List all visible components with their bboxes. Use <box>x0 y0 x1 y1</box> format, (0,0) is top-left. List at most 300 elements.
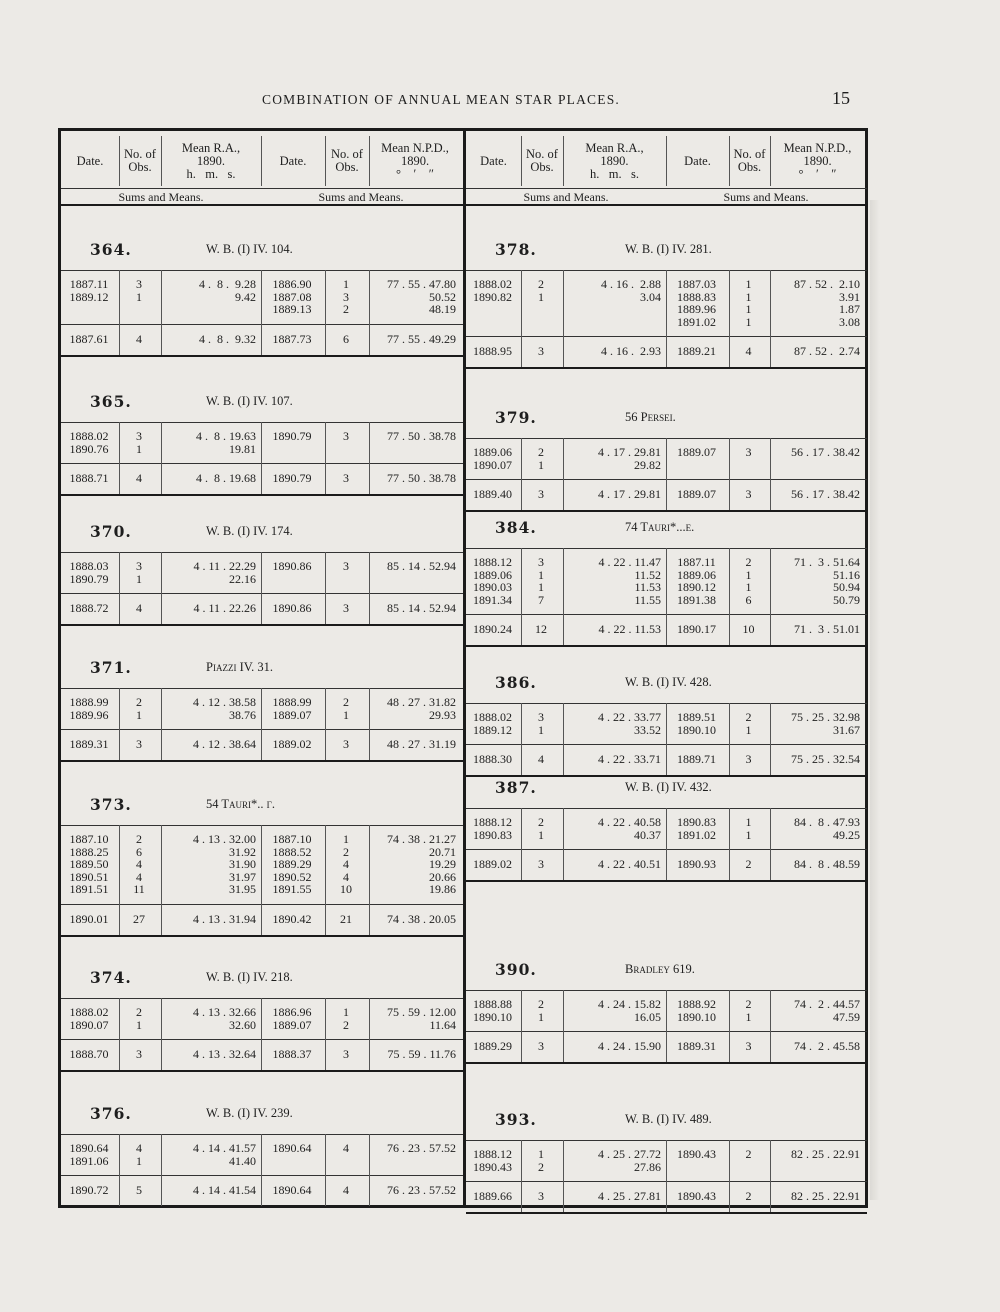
column-rule <box>369 552 370 624</box>
right-mean-obs: 3 <box>538 487 544 501</box>
column-rule <box>521 548 522 645</box>
left-hdr-vline <box>161 136 162 186</box>
left-mean-obs: 4 <box>136 601 142 615</box>
left-obs-date2: 1890.79 <box>272 429 312 443</box>
right-mean-npd: 82 . 25 . 22.91 <box>791 1189 860 1203</box>
star-number: 370. <box>90 522 132 541</box>
right-hdr-mean-ra: Mean R.A., 1890. h. m. s. <box>585 140 644 181</box>
left-mean-date: 1889.31 <box>69 737 109 751</box>
right-hdr-vline <box>729 136 730 186</box>
left-mean-npd: 75 . 59 . 11.76 <box>387 1047 456 1061</box>
star-number: 379. <box>495 408 537 427</box>
right-obs-ra: 4 . 22 . 33.77 33.52 <box>598 710 661 737</box>
column-rule <box>770 548 771 645</box>
column-rule <box>563 703 564 775</box>
star-end-rule <box>466 880 867 882</box>
left-mean-obs: 3 <box>136 737 142 751</box>
right-hdr-obs-2: No. of Obs. <box>733 147 766 174</box>
right-mean-obs2: 10 <box>742 622 755 636</box>
left-obs-npd: 85 . 14 . 52.94 <box>387 559 456 573</box>
column-rule <box>563 270 564 367</box>
right-obs-npd: 75 . 25 . 32.98 31.67 <box>791 710 860 737</box>
column-rule <box>119 270 120 355</box>
left-mean-npd: 77 . 50 . 38.78 <box>387 471 456 485</box>
column-rule <box>563 990 564 1062</box>
right-obs-date: 1889.06 1890.07 <box>473 445 512 472</box>
left-obs-obs2: 4 <box>343 1141 349 1155</box>
column-rule <box>666 990 667 1062</box>
right-mean-date2: 1890.93 <box>677 857 716 871</box>
star-end-rule <box>466 367 867 369</box>
right-obs-ra: 4 . 25 . 27.72 27.86 <box>598 1147 661 1174</box>
left-mean-ra: 4 . 14 . 41.54 <box>193 1183 256 1197</box>
left-obs-date: 1888.02 1890.76 <box>69 429 109 456</box>
star-end-rule <box>466 645 867 647</box>
right-obs-obs2: 2 1 1 6 <box>745 555 752 607</box>
page-edge-shadow <box>870 200 880 1200</box>
right-mean-ra: 4 . 22 . 11.53 <box>598 622 661 636</box>
star-table-top-rule <box>61 688 463 689</box>
right-obs-ra: 4 . 24 . 15.82 16.05 <box>598 997 661 1024</box>
column-rule <box>770 1140 771 1212</box>
star-table-top-rule <box>61 422 463 423</box>
column-rule <box>325 552 326 624</box>
right-obs-obs2: 2 1 <box>745 710 752 737</box>
column-rule <box>325 688 326 760</box>
right-obs-npd: 87 . 52 . 2.10 3.91 1.87 3.08 <box>794 277 860 329</box>
column-rule <box>119 552 120 624</box>
left-obs-date2: 1890.64 <box>272 1141 312 1155</box>
column-rule <box>261 422 262 494</box>
left-obs-obs2: 1 3 2 <box>343 277 349 316</box>
left-mean-ra: 4 . 12 . 38.64 <box>193 737 256 751</box>
right-hdr-date: Date. <box>480 153 507 168</box>
column-rule <box>521 703 522 775</box>
column-rule <box>119 1134 120 1206</box>
left-hdr-obs: No. of Obs. <box>124 147 156 174</box>
left-obs-date2: 1886.96 1889.07 <box>272 1005 312 1032</box>
column-rule <box>325 998 326 1070</box>
star-designation: W. B. (I) IV. 107. <box>206 394 293 408</box>
left-mean-date: 1887.61 <box>69 331 109 346</box>
left-mean-obs2: 21 <box>340 911 352 926</box>
column-rule <box>729 548 730 645</box>
right-mean-ra: 4 . 25 . 27.81 <box>598 1189 661 1203</box>
right-mean-ra: 4 . 16 . 2.93 <box>601 344 661 358</box>
right-mean-date2: 1890.17 <box>677 622 716 636</box>
left-hdr-vline <box>261 136 262 186</box>
left-hdr-date-2: Date. <box>279 153 307 168</box>
left-obs-obs: 4 1 <box>136 1141 142 1168</box>
column-rule <box>161 998 162 1070</box>
right-mean-date: 1889.29 <box>473 1039 512 1053</box>
right-obs-date2: 1890.83 1891.02 <box>677 815 716 842</box>
star-table-top-rule <box>61 552 463 553</box>
left-hdr-vline <box>119 136 120 186</box>
star-designation: 74 Tauri*...ε. <box>625 520 695 534</box>
column-rule <box>521 990 522 1062</box>
star-end-rule <box>466 1212 867 1214</box>
right-obs-obs2: 3 <box>745 445 752 459</box>
star-number: 376. <box>90 1104 132 1123</box>
column-rule <box>563 438 564 510</box>
right-obs-obs2: 1 1 1 1 <box>745 277 752 329</box>
star-end-rule <box>61 494 463 496</box>
right-obs-date: 1888.02 1890.82 <box>473 277 512 304</box>
left-mean-npd: 77 . 55 . 49.29 <box>387 331 456 346</box>
star-end-rule <box>61 624 463 626</box>
right-obs-obs2: 1 1 <box>745 815 752 842</box>
mean-separator-rule <box>61 1175 463 1176</box>
right-sums-label: Sums and Means. <box>523 190 609 204</box>
left-mean-date: 1888.71 <box>69 471 109 485</box>
left-mean-npd: 76 . 23 . 57.52 <box>387 1183 456 1197</box>
left-obs-npd: 76 . 23 . 57.52 <box>387 1141 456 1155</box>
left-mean-date2: 1890.42 <box>272 911 312 926</box>
star-designation: W. B. (I) IV. 104. <box>206 242 293 256</box>
column-rule <box>770 808 771 880</box>
left-obs-npd: 77 . 50 . 38.78 <box>387 429 456 443</box>
left-obs-obs: 2 1 <box>136 695 142 722</box>
right-mean-obs: 3 <box>538 857 544 871</box>
left-mean-date2: 1888.37 <box>272 1047 312 1061</box>
left-mean-obs: 4 <box>136 471 142 485</box>
column-rule <box>521 808 522 880</box>
right-mean-obs2: 2 <box>745 857 752 871</box>
left-mean-ra: 4 . 13 . 31.94 <box>193 911 256 926</box>
column-rule <box>369 270 370 355</box>
column-rule <box>729 438 730 510</box>
star-end-rule <box>466 1062 867 1064</box>
right-obs-obs2: 2 1 <box>745 997 752 1024</box>
left-obs-date: 1890.64 1891.06 <box>69 1141 109 1168</box>
right-mean-ra: 4 . 22 . 40.51 <box>598 857 661 871</box>
left-obs-npd: 75 . 59 . 12.00 11.64 <box>387 1005 456 1032</box>
left-mean-obs2: 6 <box>343 331 349 346</box>
left-obs-ra: 4 . 8 . 9.28 9.42 <box>199 277 256 304</box>
column-rule <box>161 270 162 355</box>
mean-separator-rule <box>61 1039 463 1040</box>
column-rule <box>261 688 262 760</box>
column-rule <box>563 1140 564 1212</box>
column-rule <box>666 548 667 645</box>
left-obs-ra: 4 . 12 . 38.58 38.76 <box>193 695 256 722</box>
column-rule <box>119 688 120 760</box>
star-end-rule <box>466 510 867 512</box>
right-obs-npd: 82 . 25 . 22.91 <box>791 1147 860 1161</box>
column-rule <box>729 990 730 1062</box>
left-mean-obs2: 3 <box>343 601 349 615</box>
right-obs-ra: 4 . 22 . 40.58 40.37 <box>598 815 661 842</box>
left-hdr-vline <box>325 136 326 186</box>
left-obs-npd: 74 . 38 . 21.27 20.71 19.29 20.66 19.86 <box>387 832 456 896</box>
left-mean-npd: 85 . 14 . 52.94 <box>387 601 456 615</box>
column-rule <box>729 270 730 367</box>
column-rule <box>563 808 564 880</box>
left-obs-ra: 4 . 13 . 32.66 32.60 <box>193 1005 256 1032</box>
right-mean-date2: 1889.21 <box>677 344 716 358</box>
star-designation: W. B. (I) IV. 218. <box>206 970 293 984</box>
left-obs-obs2: 1 2 4 4 10 <box>340 832 352 896</box>
left-obs-obs2: 3 <box>343 559 349 573</box>
right-obs-npd: 84 . 8 . 47.93 49.25 <box>794 815 860 842</box>
right-mean-ra: 4 . 24 . 15.90 <box>598 1039 661 1053</box>
star-designation: W. B. (I) IV. 239. <box>206 1106 293 1120</box>
column-rule <box>563 548 564 645</box>
mean-separator-rule <box>61 729 463 730</box>
star-table-top-rule <box>61 825 463 826</box>
right-mean-npd: 75 . 25 . 32.54 <box>791 752 860 766</box>
star-number: 386. <box>495 673 537 692</box>
left-mean-date: 1888.70 <box>69 1047 109 1061</box>
column-rule <box>325 422 326 494</box>
right-mean-date: 1888.30 <box>473 752 512 766</box>
column-rule <box>521 1140 522 1212</box>
right-obs-ra: 4 . 22 . 11.47 11.52 11.53 11.55 <box>598 555 661 607</box>
left-mean-obs: 3 <box>136 1047 142 1061</box>
column-divider <box>463 128 466 1208</box>
star-end-rule <box>61 935 463 937</box>
right-hdr-rule-2 <box>466 204 867 206</box>
star-number: 378. <box>495 240 537 259</box>
right-mean-npd: 74 . 2 . 45.58 <box>794 1039 860 1053</box>
right-mean-obs: 4 <box>538 752 544 766</box>
right-hdr-vline <box>666 136 667 186</box>
left-hdr-date: Date. <box>76 153 104 168</box>
right-mean-date2: 1889.71 <box>677 752 716 766</box>
left-obs-npd: 77 . 55 . 47.80 50.52 48.19 <box>387 277 456 316</box>
left-mean-obs2: 3 <box>343 471 349 485</box>
left-mean-date2: 1887.73 <box>272 331 312 346</box>
right-mean-obs2: 3 <box>745 752 752 766</box>
left-obs-date2: 1886.90 1887.08 1889.13 <box>272 277 312 316</box>
column-rule <box>119 422 120 494</box>
right-mean-date: 1888.95 <box>473 344 512 358</box>
right-mean-date2: 1889.31 <box>677 1039 716 1053</box>
right-obs-obs: 1 2 <box>538 1147 544 1174</box>
left-obs-date2: 1888.99 1889.07 <box>272 695 312 722</box>
right-mean-obs2: 3 <box>745 1039 752 1053</box>
column-rule <box>521 270 522 367</box>
column-rule <box>369 998 370 1070</box>
column-rule <box>369 1134 370 1206</box>
right-obs-obs: 2 1 <box>538 815 544 842</box>
mean-separator-rule <box>61 904 463 905</box>
right-obs-npd: 71 . 3 . 51.64 51.16 50.94 50.79 <box>794 555 860 607</box>
column-rule <box>161 1134 162 1206</box>
star-table-top-rule <box>61 1134 463 1135</box>
left-mean-ra: 4 . 13 . 32.64 <box>193 1047 256 1061</box>
right-hdr-vline <box>563 136 564 186</box>
left-mean-obs: 4 <box>136 331 142 346</box>
column-rule <box>261 552 262 624</box>
right-obs-npd: 74 . 2 . 44.57 47.59 <box>794 997 860 1024</box>
left-obs-date: 1888.99 1889.96 <box>69 695 109 722</box>
right-mean-obs: 12 <box>535 622 547 636</box>
star-designation: W. B. (I) IV. 281. <box>625 242 712 256</box>
running-head: COMBINATION OF ANNUAL MEAN STAR PLACES. <box>262 92 620 107</box>
right-mean-obs: 3 <box>538 344 544 358</box>
left-obs-ra: 4 . 13 . 32.00 31.92 31.90 31.97 31.95 <box>193 832 256 896</box>
column-rule <box>521 438 522 510</box>
left-obs-date: 1888.03 1890.79 <box>69 559 109 586</box>
right-mean-ra: 4 . 17 . 29.81 <box>598 487 661 501</box>
star-end-rule <box>61 355 463 357</box>
right-hdr-date-2: Date. <box>684 153 711 168</box>
right-sums-label: Sums and Means. <box>723 190 809 204</box>
right-mean-date: 1889.40 <box>473 487 512 501</box>
right-obs-obs: 2 1 <box>538 445 544 472</box>
left-obs-obs2: 2 1 <box>343 695 349 722</box>
column-rule <box>666 270 667 367</box>
column-rule <box>770 270 771 367</box>
left-hdr-obs-2: No. of Obs. <box>331 147 363 174</box>
column-rule <box>729 703 730 775</box>
right-mean-obs: 3 <box>538 1189 544 1203</box>
right-obs-date2: 1887.11 1889.06 1890.12 1891.38 <box>677 555 716 607</box>
right-hdr-vline <box>521 136 522 186</box>
right-mean-date: 1889.02 <box>473 857 512 871</box>
right-obs-date2: 1887.03 1888.83 1889.96 1891.02 <box>677 277 716 329</box>
right-mean-ra: 4 . 22 . 33.71 <box>598 752 661 766</box>
right-mean-date: 1890.24 <box>473 622 512 636</box>
left-mean-obs: 27 <box>133 911 145 926</box>
right-obs-date: 1888.02 1889.12 <box>473 710 512 737</box>
left-obs-obs2: 1 2 <box>343 1005 349 1032</box>
left-mean-date2: 1889.02 <box>272 737 312 751</box>
left-obs-obs: 3 1 <box>136 277 142 304</box>
right-obs-ra: 4 . 17 . 29.81 29.82 <box>598 445 661 472</box>
left-obs-ra: 4 . 11 . 22.29 22.16 <box>193 559 256 586</box>
star-number: 393. <box>495 1110 537 1129</box>
column-rule <box>666 703 667 775</box>
left-obs-date: 1888.02 1890.07 <box>69 1005 109 1032</box>
column-rule <box>119 998 120 1070</box>
left-mean-npd: 48 . 27 . 31.19 <box>387 737 456 751</box>
right-obs-obs2: 2 <box>745 1147 752 1161</box>
star-designation: W. B. (I) IV. 428. <box>625 675 712 689</box>
left-hdr-mean-ra: Mean R.A., 1890. h. m. s. <box>181 140 241 181</box>
left-obs-obs2: 3 <box>343 429 349 443</box>
right-obs-date2: 1888.92 1890.10 <box>677 997 716 1024</box>
right-obs-ra: 4 . 16 . 2.88 3.04 <box>601 277 661 304</box>
left-mean-ra: 4 . 8 . 9.32 <box>199 331 256 346</box>
left-sums-label: Sums and Means. <box>318 190 404 204</box>
mean-separator-rule <box>61 593 463 594</box>
star-end-rule <box>61 1206 463 1208</box>
left-mean-date: 1888.72 <box>69 601 109 615</box>
left-hdr-rule-1 <box>61 188 463 189</box>
left-mean-date2: 1890.79 <box>272 471 312 485</box>
star-designation: 54 Tauri*.. γ. <box>206 797 275 811</box>
column-rule <box>119 825 120 935</box>
column-rule <box>325 1134 326 1206</box>
column-rule <box>161 825 162 935</box>
right-obs-obs: 2 1 <box>538 997 544 1024</box>
left-obs-date2: 1890.86 <box>272 559 312 573</box>
column-rule <box>770 990 771 1062</box>
column-rule <box>161 552 162 624</box>
left-mean-date: 1890.72 <box>69 1183 109 1197</box>
column-rule <box>261 270 262 355</box>
right-obs-date2: 1889.51 1890.10 <box>677 710 716 737</box>
right-obs-obs: 3 1 <box>538 710 544 737</box>
star-designation: W. B. (I) IV. 432. <box>625 780 712 794</box>
right-mean-date2: 1889.07 <box>677 487 716 501</box>
left-mean-ra: 4 . 8 . 19.68 <box>196 471 256 485</box>
column-rule <box>261 825 262 935</box>
right-obs-obs: 2 1 <box>538 277 544 304</box>
left-hdr-mean-npd: Mean N.P.D., 1890. ° ′ ″ <box>381 140 449 181</box>
right-obs-date: 1888.12 1889.06 1890.03 1891.34 <box>473 555 512 607</box>
right-mean-obs: 3 <box>538 1039 544 1053</box>
star-designation: 56 Persei. <box>625 410 676 424</box>
right-mean-npd: 71 . 3 . 51.01 <box>794 622 860 636</box>
star-end-rule <box>61 760 463 762</box>
column-rule <box>161 688 162 760</box>
star-number: 364. <box>90 240 132 259</box>
right-hdr-mean-npd: Mean N.P.D., 1890. ° ′ ″ <box>783 140 852 181</box>
star-end-rule <box>466 775 867 777</box>
left-obs-ra: 4 . 8 . 19.63 19.81 <box>196 429 256 456</box>
column-rule <box>369 825 370 935</box>
star-designation: Bradley 619. <box>625 962 695 976</box>
right-obs-date: 1888.12 1890.43 <box>473 1147 512 1174</box>
left-obs-date2: 1887.10 1888.52 1889.29 1890.52 1891.55 <box>272 832 312 896</box>
left-obs-obs: 3 1 <box>136 429 142 456</box>
star-designation: W. B. (I) IV. 174. <box>206 524 293 538</box>
column-rule <box>729 808 730 880</box>
left-mean-obs2: 3 <box>343 737 349 751</box>
right-mean-date2: 1890.43 <box>677 1189 716 1203</box>
column-rule <box>325 825 326 935</box>
left-obs-npd: 48 . 27 . 31.82 29.93 <box>387 695 456 722</box>
right-mean-npd: 56 . 17 . 38.42 <box>791 487 860 501</box>
mean-separator-rule <box>61 324 463 325</box>
right-obs-date2: 1889.07 <box>677 445 716 459</box>
column-rule <box>729 1140 730 1212</box>
right-mean-npd: 84 . 8 . 48.59 <box>794 857 860 871</box>
column-rule <box>369 422 370 494</box>
star-number: 374. <box>90 968 132 987</box>
right-obs-date2: 1890.43 <box>677 1147 716 1161</box>
column-rule <box>666 438 667 510</box>
star-end-rule <box>61 1070 463 1072</box>
column-rule <box>325 270 326 355</box>
star-number: 373. <box>90 795 132 814</box>
left-mean-date: 1890.01 <box>69 911 109 926</box>
left-obs-obs: 2 6 4 4 11 <box>133 832 145 896</box>
column-rule <box>261 998 262 1070</box>
right-hdr-vline <box>770 136 771 186</box>
star-designation: W. B. (I) IV. 489. <box>625 1112 712 1126</box>
column-rule <box>770 703 771 775</box>
column-rule <box>666 1140 667 1212</box>
right-obs-obs: 3 1 1 7 <box>538 555 544 607</box>
left-mean-date2: 1890.64 <box>272 1183 312 1197</box>
right-mean-npd: 87 . 52 . 2.74 <box>794 344 860 358</box>
left-hdr-rule-2 <box>61 204 463 206</box>
column-rule <box>161 422 162 494</box>
right-mean-obs2: 2 <box>745 1189 752 1203</box>
right-obs-npd: 56 . 17 . 38.42 <box>791 445 860 459</box>
star-designation: Piazzi IV. 31. <box>206 660 274 674</box>
star-number: 384. <box>495 518 537 537</box>
left-mean-ra: 4 . 11 . 22.26 <box>193 601 256 615</box>
page-number: 15 <box>832 88 850 108</box>
column-rule <box>369 688 370 760</box>
left-obs-date: 1887.10 1888.25 1889.50 1890.51 1891.51 <box>69 832 109 896</box>
